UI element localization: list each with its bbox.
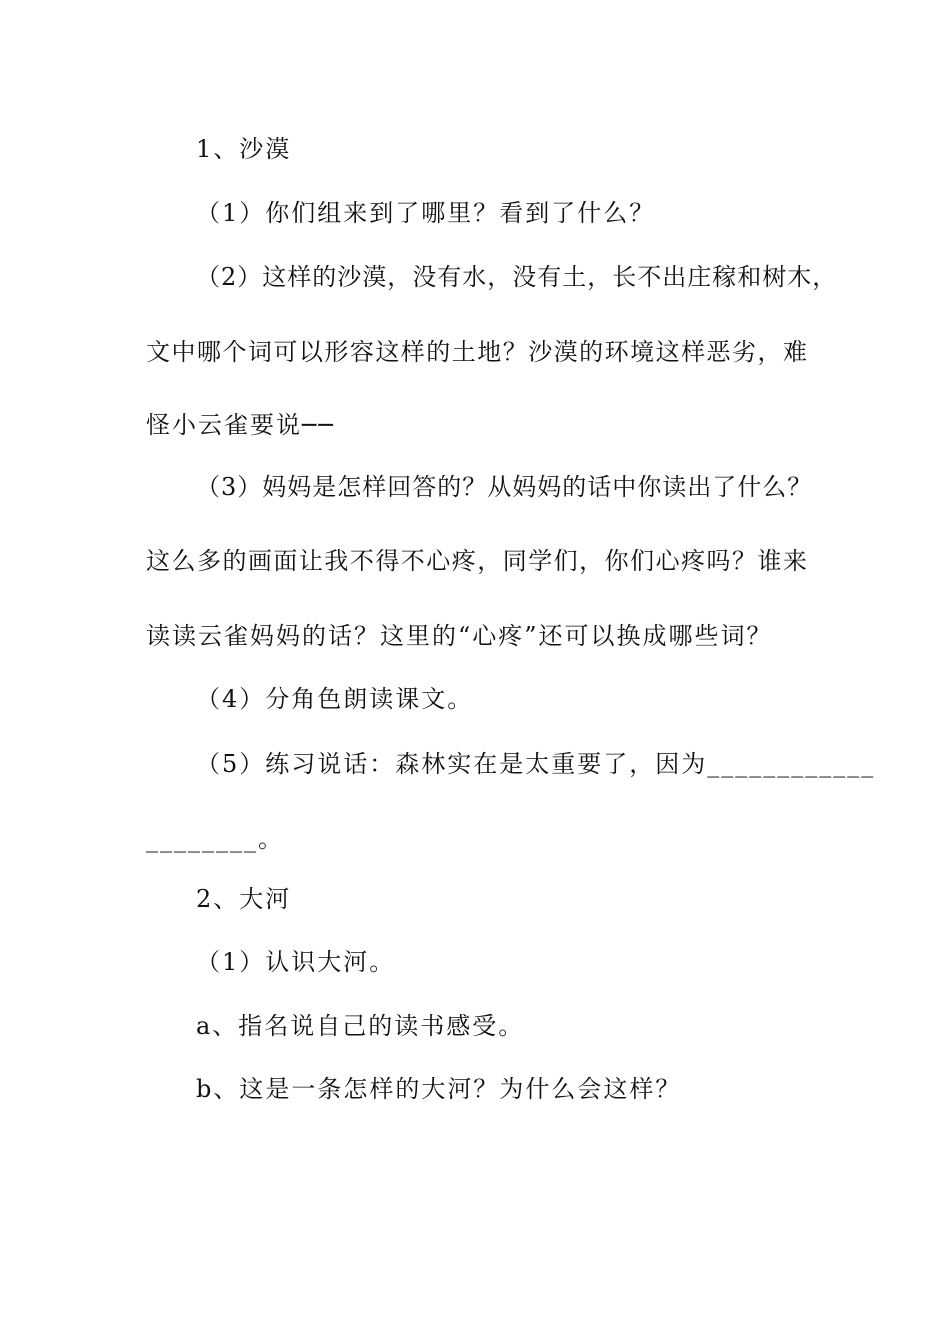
- paragraph-line: a、指名说自己的读书感受。: [196, 1012, 525, 1040]
- paragraph-line: （3）妈妈是怎样回答的？从妈妈的话中你读出了什么？: [196, 473, 813, 501]
- paragraph-line: （5）练习说话：森林实在是太重要了，因为____________: [196, 750, 876, 778]
- paragraph-line: （1）你们组来到了哪里？看到了什么？: [196, 199, 656, 227]
- section-heading-desert: 1、沙漠: [196, 135, 292, 163]
- paragraph-line: （1）认识大河。: [196, 948, 396, 976]
- paragraph-line: （2）这样的沙漠，没有水，没有土，长不出庄稼和树木，: [196, 263, 838, 291]
- paragraph-line: ________。: [146, 825, 284, 853]
- section-heading-river: 2、大河: [196, 885, 292, 913]
- paragraph-line: 读读云雀妈妈的话？这里的“心疼”还可以换成哪些词？: [146, 622, 773, 650]
- paragraph-line: b、这是一条怎样的大河？为什么会这样？: [196, 1075, 682, 1103]
- paragraph-line: 怪小云雀要说──: [146, 411, 335, 439]
- paragraph-line: 这么多的画面让我不得不心疼，同学们，你们心疼吗？谁来: [146, 547, 808, 575]
- paragraph-line: （4）分角色朗读课文。: [196, 685, 474, 713]
- paragraph-line: 文中哪个词可以形容这样的土地？沙漠的环境这样恶劣，难: [146, 338, 808, 366]
